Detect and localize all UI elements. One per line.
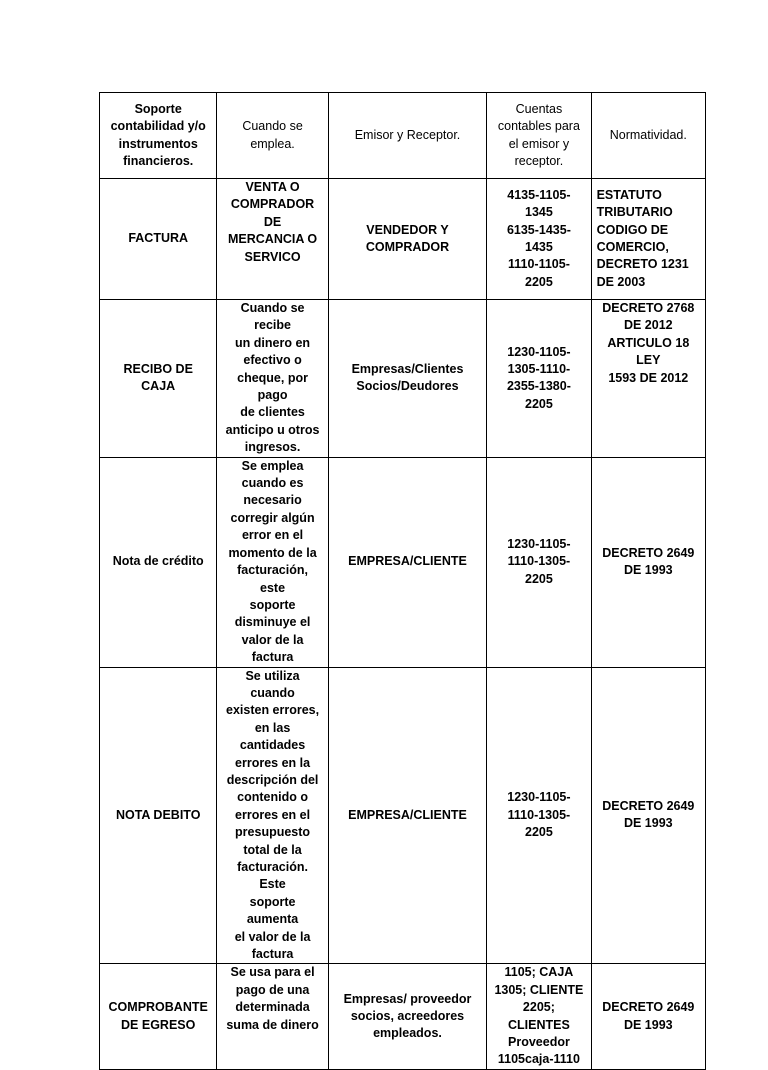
cell-cuando: Se usa para el pago de una determinada suma de dinero — [217, 964, 328, 1069]
table-row — [100, 667, 706, 964]
support-documents-table — [99, 92, 706, 1070]
cell-cuentas: 4135-1105- 1345 6135-1435- 1435 1110-1105- 2205 — [487, 179, 591, 300]
cell-soporte: COMPROBANTE DE EGRESO — [100, 964, 217, 1069]
table-row — [100, 179, 706, 300]
cell-normatividad: DECRETO 2649 DE 1993 — [591, 667, 705, 964]
cell-emisor: VENDEDOR Y COMPRADOR — [328, 179, 487, 300]
cell-normatividad: DECRETO 2649 DE 1993 — [591, 457, 705, 667]
cell-cuentas: 1230-1105- 1110-1305- 2205 — [487, 457, 591, 667]
cell-cuando: VENTA O COMPRADOR DE MERCANCIA O SERVICO — [217, 179, 328, 300]
header-cuando: Cuando se emplea. — [217, 93, 328, 179]
cell-normatividad: ESTATUTO TRIBUTARIO CODIGO DE COMERCIO, DECRETO 1231 DE 2003 — [591, 179, 705, 300]
cell-soporte: RECIBO DE CAJA — [100, 300, 217, 458]
header-normatividad: Normatividad. — [591, 93, 705, 179]
table-row — [100, 300, 706, 458]
cell-cuentas: 1230-1105- 1110-1305- 2205 — [487, 667, 591, 964]
cell-emisor: Empresas/ proveedor socios, acreedores empleados. — [328, 964, 487, 1069]
table-row — [100, 457, 706, 667]
header-soporte: Soporte contabilidad y/o instrumentos financieros. — [100, 93, 217, 179]
cell-soporte: NOTA DEBITO — [100, 667, 217, 964]
header-cuentas: Cuentas contables para el emisor y receptor. — [487, 93, 591, 179]
cell-cuando: Se utiliza cuando existen errores, en las cantidades errores en la descripción del contenido o errores en el presupuesto total de la facturación. Este soporte aumenta el valor de la factura — [217, 667, 328, 964]
cell-cuentas: 1105; CAJA 1305; CLIENTE 2205; CLIENTES Proveedor 1105caja-1110 — [487, 964, 591, 1069]
cell-soporte: FACTURA — [100, 179, 217, 300]
cell-normatividad: DECRETO 2649 DE 1993 — [591, 964, 705, 1069]
header-row — [100, 93, 706, 179]
table-row — [100, 964, 706, 1069]
cell-emisor: Empresas/Clientes Socios/Deudores — [328, 300, 487, 458]
cell-cuando: Se emplea cuando es necesario corregir algún error en el momento de la facturación, este soporte disminuye el valor de la factura — [217, 457, 328, 667]
cell-emisor: EMPRESA/CLIENTE — [328, 667, 487, 964]
header-emisor: Emisor y Receptor. — [328, 93, 487, 179]
cell-emisor: EMPRESA/CLIENTE — [328, 457, 487, 667]
cell-cuando: Cuando se recibe un dinero en efectivo o cheque, por pago de clientes anticipo u otros ingresos. — [217, 300, 328, 458]
cell-soporte: Nota de crédito — [100, 457, 217, 667]
cell-normatividad: DECRETO 2768 DE 2012 ARTICULO 18 LEY 1593 DE 2012 — [591, 300, 705, 458]
cell-cuentas: 1230-1105- 1305-1110- 2355-1380- 2205 — [487, 300, 591, 458]
